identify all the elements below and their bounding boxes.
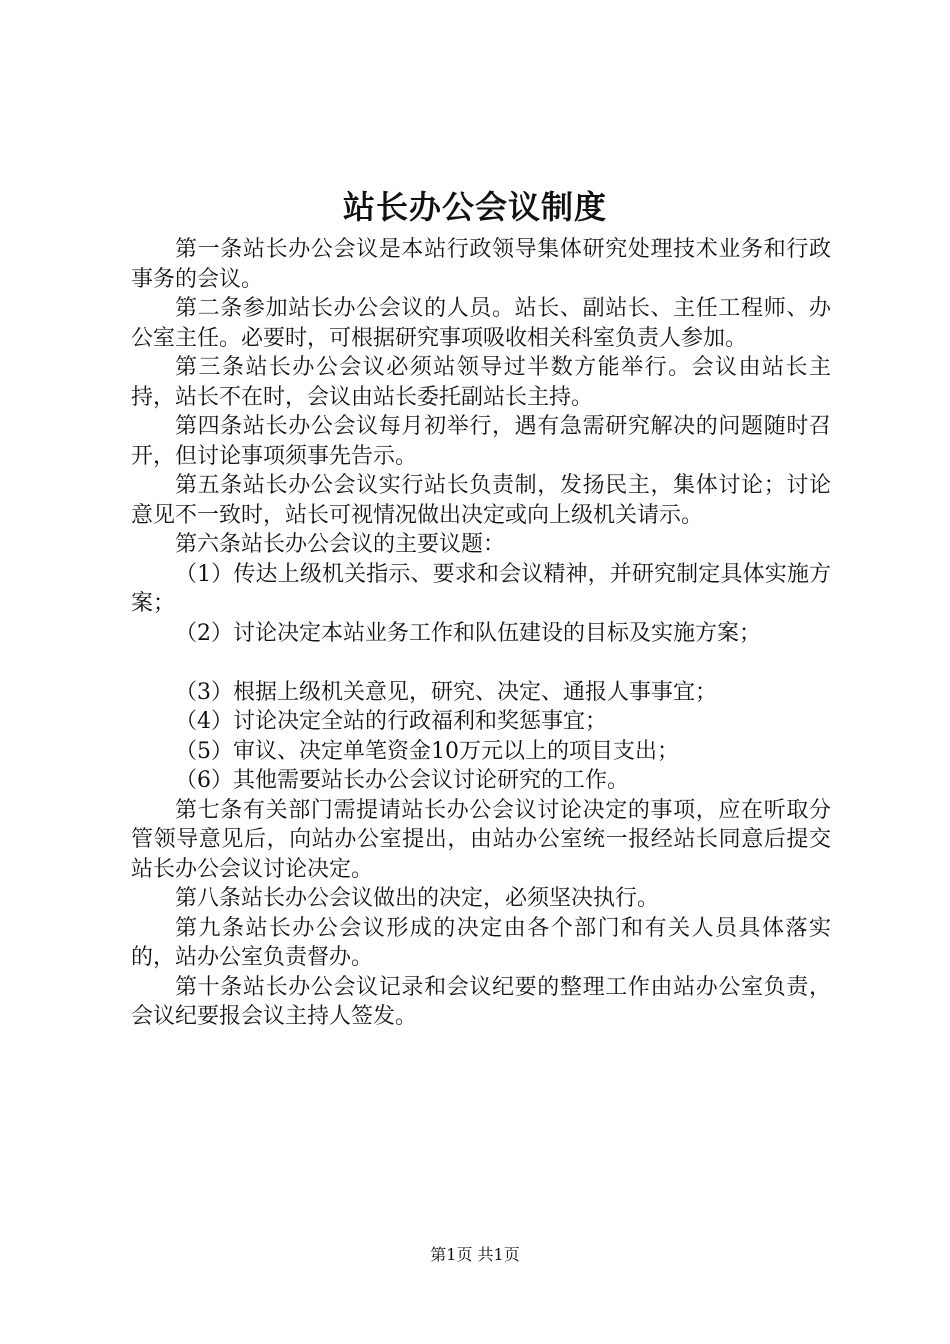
article-10: 第十条站长办公会议记录和会议纪要的整理工作由站办公室负责，会议纪要报会议主持人签发。 xyxy=(131,974,831,1029)
page-footer: 第1页 共1页 xyxy=(430,1245,520,1264)
article-5: 第五条站长办公会议实行站长负责制，发扬民主，集体讨论；讨论意见不一致时，站长可视情况做出决定或向上级机关请示。 xyxy=(131,473,831,528)
agenda-item-4: （4）讨论决定全站的行政福利和奖惩事宜； xyxy=(175,709,607,734)
agenda-item-2: （2）讨论决定本站业务工作和队伍建设的目标及实施方案； xyxy=(175,620,761,646)
article-7: 第七条有关部门需提请站长办公会议讨论决定的事项，应在听取分管领导意见后，向站办公室提出，由站办公室统一报经站长同意后提交站长办公会议讨论决定。 xyxy=(131,797,831,882)
article-9: 第九条站长办公会议形成的决定由各个部门和有关人员具体落实的，站办公室负责督办。 xyxy=(131,915,831,970)
article-1: 第一条站长办公会议是本站行政领导集体研究处理技术业务和行政事务的会议。 xyxy=(131,237,831,292)
agenda-item-1: （1）传达上级机关指示、要求和会议精神，并研究制定具体实施方案； xyxy=(131,561,831,616)
article-4: 第四条站长办公会议每月初举行，遇有急需研究解决的问题随时召开，但讨论事项须事先告示。 xyxy=(131,414,831,469)
article-3: 第三条站长办公会议必须站领导过半数方能举行。会议由站长主持，站长不在时，会议由站长委托副站长主持。 xyxy=(131,355,831,410)
agenda-item-3: （3）根据上级机关意见，研究、决定、通报人事事宜； xyxy=(175,679,717,705)
document-title: 站长办公会议制度 xyxy=(342,188,607,226)
article-8: 第八条站长办公会议做出的决定，必须坚决执行。 xyxy=(175,886,660,911)
agenda-item-6: （6）其他需要站长办公会议讨论研究的工作。 xyxy=(175,768,629,793)
article-2: 第二条参加站长办公会议的人员。站长、副站长、主任工程师、办公室主任。必要时，可根据研究事项吸收相关科室负责人参加。 xyxy=(131,296,831,351)
agenda-item-5: （5）审议、决定单笔资金10万元以上的项目支出； xyxy=(175,738,679,764)
article-6: 第六条站长办公会议的主要议题： xyxy=(175,532,506,557)
document-body xyxy=(131,235,831,1032)
